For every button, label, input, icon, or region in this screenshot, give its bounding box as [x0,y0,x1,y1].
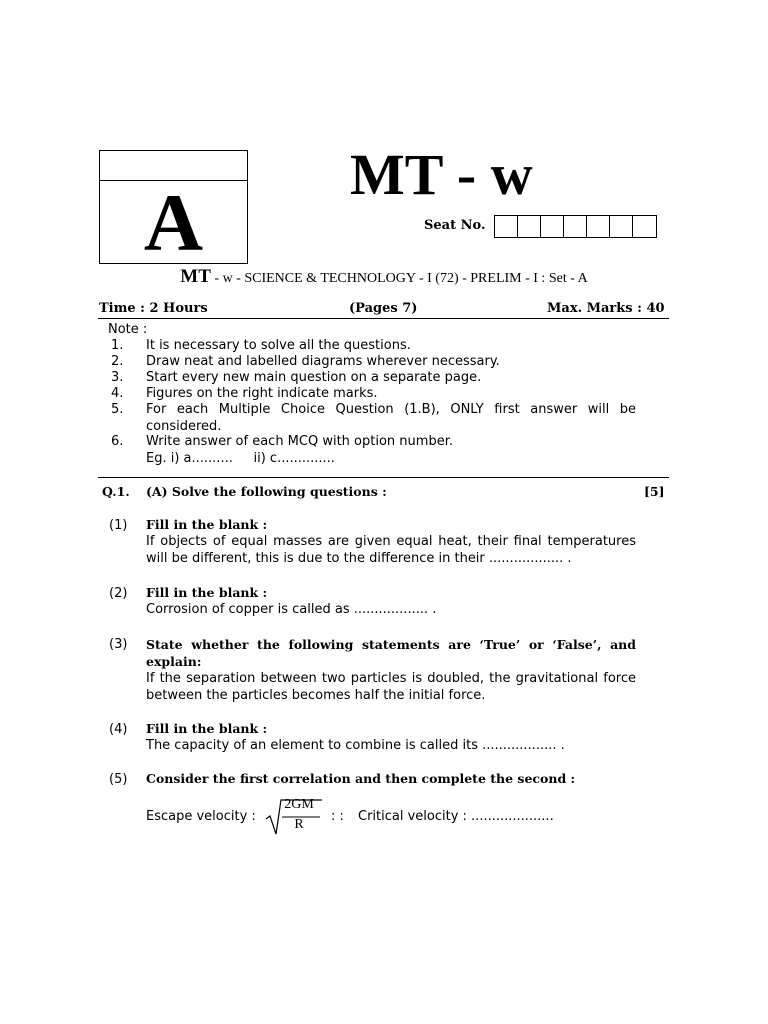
marks-label: Max. Marks : 40 [547,301,665,316]
header-rule [98,318,669,319]
note-number: 6. [111,434,124,449]
note-number: 4. [111,386,124,401]
sub-question-heading: Fill in the blank : [146,585,268,600]
subject-line [0,266,768,288]
note-label: Note : [108,322,148,337]
exam-title: MT - w [350,142,533,207]
formula-right-label: Critical velocity : .................... [358,809,554,824]
sub-question-text: If objects of equal masses are given equal heat, their final temperatures will be different, this is due to the difference in their .................. . [146,534,636,566]
sub-question-number: (2) [109,586,128,601]
seat-box[interactable] [541,216,564,237]
seat-box[interactable] [610,216,633,237]
sub-question-heading: Fill in the blank : [146,517,268,532]
section-heading: (A) Solve the following questions : [146,484,387,499]
note-example: Eg. i) a.......... ii) c.............. [146,451,335,466]
sub-question-heading: State whether the following statements are ‘True’ or ‘False’, and explain: [146,637,636,669]
formula-denominator: R [294,817,304,832]
seat-label: Seat No. [424,218,486,233]
section-rule [98,477,669,478]
set-box [99,150,248,268]
sub-question-number: (3) [109,637,128,652]
seat-box[interactable] [633,216,656,237]
sub-question-text: The capacity of an element to combine is called its .................. . [146,738,565,753]
sub-question-number: (4) [109,722,128,737]
sub-question-text: Corrosion of copper is called as .................. . [146,602,437,617]
note-text: Draw neat and labelled diagrams wherever necessary. [146,354,500,369]
note-text: For each Multiple Choice Question (1.B), ONLY first answer will be considered. [146,402,636,434]
formula-numerator: 2GM [284,797,314,812]
sub-question-text: If the separation between two particles is doubled, the gravitational force between the particles becomes half the initial force. [146,671,636,703]
seat-box[interactable] [587,216,610,237]
note-text: Start every new main question on a separate page. [146,370,482,385]
seat-number-boxes[interactable] [494,215,657,238]
subject-title: - w - SCIENCE & TECHNOLOGY - I (72) - PRELIM - I : Set - A [210,271,588,286]
seat-box[interactable] [564,216,587,237]
time-label: Time : 2 Hours [99,301,208,316]
note-number: 5. [111,402,124,417]
set-letter: A [143,177,204,268]
sub-question-heading: Fill in the blank : [146,721,268,736]
section-marks: [5] [644,484,665,499]
seat-box[interactable] [495,216,518,237]
note-number: 3. [111,370,124,385]
question-number: Q.1. [102,484,130,499]
formula-separator: : : [331,809,344,824]
sub-question-number: (5) [109,772,128,787]
formula-left-label: Escape velocity : [146,809,256,824]
note-number: 1. [111,338,124,353]
note-text: It is necessary to solve all the questions. [146,338,411,353]
subject-code: MT [180,266,211,287]
note-text: Figures on the right indicate marks. [146,386,378,401]
sub-question-heading: Consider the first correlation and then complete the second : [146,771,576,786]
note-number: 2. [111,354,124,369]
seat-box[interactable] [518,216,541,237]
pages-label: (Pages 7) [349,301,418,316]
sub-question-number: (1) [109,518,128,533]
note-text: Write answer of each MCQ with option number. [146,434,453,449]
